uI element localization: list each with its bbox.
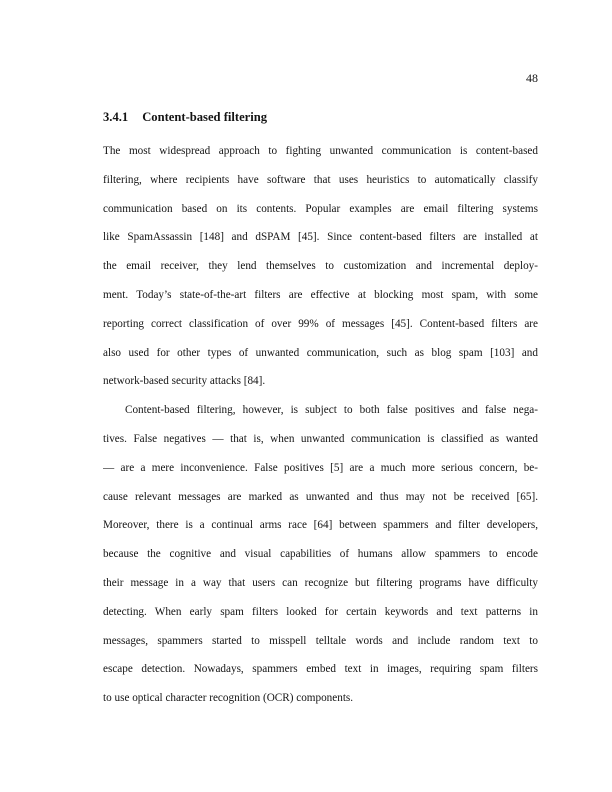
text-line: cause relevant messages are marked as unwanted and thus may not be received [65].	[103, 490, 538, 503]
text-line: the email receiver, they lend themselves to customization and incremental deploy-	[103, 260, 538, 273]
text-line: messages, spammers started to misspell telltale words and include random text to	[103, 634, 538, 647]
text-line: escape detection. Nowadays, spammers embed text in images, requiring spam filters	[103, 663, 538, 676]
text-line: like SpamAssassin [148] and dSPAM [45]. Since content-based filters are installed at	[103, 231, 538, 244]
text-line: ment. Today’s state-of-the-art filters are effective at blocking most spam, with some	[103, 288, 538, 301]
text-line: communication based on its contents. Popular examples are email filtering systems	[103, 202, 538, 215]
text-line: filtering, where recipients have software that uses heuristics to automatically classify	[103, 173, 538, 186]
text-line: because the cognitive and visual capabilities of humans allow spammers to encode	[103, 548, 538, 561]
text-line: detecting. When early spam filters looked for certain keywords and text patterns in	[103, 605, 538, 618]
text-line: to use optical character recognition (OCR) components.	[103, 692, 354, 705]
text-line: also used for other types of unwanted communication, such as blog spam [103] and	[103, 346, 538, 359]
text-line: The most widespread approach to fighting unwanted communication is content-based	[103, 145, 538, 157]
text-line: Moreover, there is a continual arms race [64] between spammers and filter developers,	[103, 519, 538, 532]
section-title: Content-based filtering	[142, 110, 268, 124]
section-heading	[103, 109, 538, 125]
paragraph	[103, 137, 538, 396]
page-number: 48	[526, 71, 538, 85]
document-body	[103, 137, 538, 713]
text-line: tives. False negatives — that is, when unwanted communication is classified as wanted	[103, 432, 538, 445]
text-line: Content-based filtering, however, is subject to both false positives and false nega-	[125, 404, 538, 417]
paragraph	[103, 396, 538, 713]
text-line: their message in a way that users can recognize but filtering programs have difficulty	[103, 576, 538, 589]
text-line: network-based security attacks [84].	[103, 375, 266, 388]
text-line: reporting correct classification of over 99% of messages [45]. Content-based filters are	[103, 317, 538, 330]
section-number: 3.4.1	[103, 110, 129, 124]
text-line: — are a mere inconvenience. False positives [5] are a much more serious concern, be-	[103, 461, 538, 474]
